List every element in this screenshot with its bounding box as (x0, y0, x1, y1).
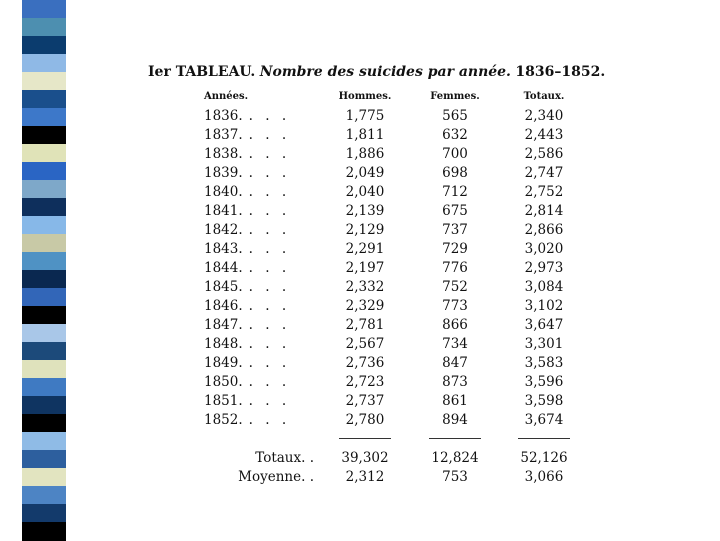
strip-block (22, 126, 66, 145)
men-cell: 2,291 (345, 240, 385, 257)
strip-block (22, 486, 66, 505)
average-men: 2,312 (345, 468, 385, 485)
men-cell: 2,723 (345, 373, 385, 390)
strip-block (22, 0, 66, 19)
strip-block (22, 108, 66, 127)
strip-block (22, 180, 66, 199)
year-value: 1844. (204, 259, 243, 276)
total-cell: 3,020 (524, 240, 564, 257)
totals-men: 39,302 (341, 449, 389, 466)
strip-block (22, 432, 66, 451)
total-cell: 3,102 (524, 297, 564, 314)
totals-women: 12,824 (431, 449, 479, 466)
total-cell: 2,973 (524, 259, 564, 276)
table-row (196, 334, 588, 353)
leader-dots: . . . (248, 316, 291, 333)
women-cell: 894 (442, 411, 468, 428)
table-title (148, 64, 608, 80)
women-cell: 873 (442, 373, 468, 390)
year-cell (196, 315, 320, 334)
year-cell (196, 334, 320, 353)
women-cell: 675 (442, 202, 468, 219)
total-cell: 3,598 (524, 392, 564, 409)
table-row (196, 106, 588, 125)
year-value: 1842. (204, 221, 243, 238)
year-cell (196, 239, 320, 258)
year-value: 1840. (204, 183, 243, 200)
total-cell: 3,674 (524, 411, 564, 428)
average-row (196, 467, 588, 486)
year-cell (196, 258, 320, 277)
men-cell: 2,329 (345, 297, 385, 314)
table-row (196, 391, 588, 410)
table-row (196, 410, 588, 429)
leader-dots: . . . (248, 297, 291, 314)
leader-dots: . . . (248, 240, 291, 257)
year-value: 1851. (204, 392, 243, 409)
strip-block (22, 396, 66, 415)
total-cell: 2,814 (524, 202, 564, 219)
year-cell (196, 163, 320, 182)
strip-block (22, 324, 66, 343)
year-cell (196, 372, 320, 391)
women-cell: 773 (442, 297, 468, 314)
total-cell: 3,301 (524, 335, 564, 352)
leader-dots: . . . (248, 411, 291, 428)
header-year: Années. (204, 90, 249, 102)
total-cell: 2,866 (524, 221, 564, 238)
totals-row (196, 448, 588, 467)
men-cell: 1,886 (345, 145, 385, 162)
totals-total: 52,126 (520, 449, 568, 466)
leader-dots: . . . (248, 373, 291, 390)
men-cell: 1,775 (345, 107, 385, 124)
women-cell: 565 (442, 107, 468, 124)
total-cell: 3,084 (524, 278, 564, 295)
strip-block (22, 468, 66, 487)
leader-dots: . . . (248, 107, 291, 124)
year-value: 1846. (204, 297, 243, 314)
strip-block (22, 198, 66, 217)
totals-label: Totaux. . (255, 449, 314, 466)
table-row (196, 353, 588, 372)
men-cell: 2,197 (345, 259, 385, 276)
men-cell: 2,139 (345, 202, 385, 219)
leader-dots: . . . (248, 183, 291, 200)
leader-dots: . . . (248, 164, 291, 181)
year-cell (196, 410, 320, 429)
table-row (196, 372, 588, 391)
year-cell (196, 201, 320, 220)
year-value: 1845. (204, 278, 243, 295)
year-value: 1836. (204, 107, 243, 124)
leader-dots: . . . (248, 202, 291, 219)
table-row (196, 163, 588, 182)
leader-dots: . . . (248, 259, 291, 276)
strip-block (22, 378, 66, 397)
strip-block (22, 72, 66, 91)
total-cell: 2,443 (524, 126, 564, 143)
women-cell: 752 (442, 278, 468, 295)
total-cell: 2,340 (524, 107, 564, 124)
year-value: 1850. (204, 373, 243, 390)
year-cell (196, 220, 320, 239)
strip-block (22, 18, 66, 37)
year-value: 1852. (204, 411, 243, 428)
men-cell: 2,736 (345, 354, 385, 371)
table-row (196, 125, 588, 144)
strip-block (22, 54, 66, 73)
year-cell (196, 296, 320, 315)
year-value: 1848. (204, 335, 243, 352)
women-cell: 847 (442, 354, 468, 371)
women-cell: 729 (442, 240, 468, 257)
average-total: 3,066 (524, 468, 564, 485)
leader-dots: . . . (248, 278, 291, 295)
table-row (196, 277, 588, 296)
strip-block (22, 234, 66, 253)
leader-dots: . . . (248, 335, 291, 352)
men-cell: 1,811 (345, 126, 385, 143)
leader-dots: . . . (248, 145, 291, 162)
header-men: Hommes. (338, 90, 392, 102)
men-cell: 2,567 (345, 335, 385, 352)
year-value: 1837. (204, 126, 243, 143)
men-cell: 2,049 (345, 164, 385, 181)
total-cell: 2,752 (524, 183, 564, 200)
table-row (196, 220, 588, 239)
strip-block (22, 414, 66, 433)
women-cell: 737 (442, 221, 468, 238)
men-cell: 2,781 (345, 316, 385, 333)
table-row (196, 201, 588, 220)
men-cell: 2,737 (345, 392, 385, 409)
women-cell: 734 (442, 335, 468, 352)
total-cell: 2,747 (524, 164, 564, 181)
table-row (196, 144, 588, 163)
table-row (196, 296, 588, 315)
total-cell: 3,583 (524, 354, 564, 371)
table-row (196, 258, 588, 277)
header-total: Totaux. (523, 90, 565, 102)
suicides-table (196, 90, 588, 486)
leader-dots: . . . (248, 354, 291, 371)
year-cell (196, 182, 320, 201)
men-cell: 2,780 (345, 411, 385, 428)
women-cell: 698 (442, 164, 468, 181)
strip-block (22, 342, 66, 361)
strip-block (22, 216, 66, 235)
strip-block (22, 162, 66, 181)
strip-block (22, 288, 66, 307)
leader-dots: . . . (248, 126, 291, 143)
year-cell (196, 125, 320, 144)
year-cell (196, 277, 320, 296)
strip-block (22, 360, 66, 379)
total-cell: 3,596 (524, 373, 564, 390)
average-women: 753 (442, 468, 468, 485)
strip-block (22, 144, 66, 163)
strip-block (22, 450, 66, 469)
year-value: 1843. (204, 240, 243, 257)
women-cell: 861 (442, 392, 468, 409)
strip-block (22, 522, 66, 541)
men-cell: 2,332 (345, 278, 385, 295)
year-cell (196, 391, 320, 410)
year-value: 1838. (204, 145, 243, 162)
women-cell: 712 (442, 183, 468, 200)
table-row (196, 315, 588, 334)
average-label: Moyenne. . (238, 468, 314, 485)
year-value: 1841. (204, 202, 243, 219)
year-value: 1839. (204, 164, 243, 181)
year-cell (196, 106, 320, 125)
women-cell: 700 (442, 145, 468, 162)
leader-dots: . . . (248, 392, 291, 409)
strip-block (22, 36, 66, 55)
year-cell (196, 353, 320, 372)
title-years: 1836–1852. (515, 64, 606, 80)
header-women: Femmes. (430, 90, 480, 102)
strip-block (22, 504, 66, 523)
women-cell: 866 (442, 316, 468, 333)
strip-block (22, 270, 66, 289)
total-cell: 2,586 (524, 145, 564, 162)
women-cell: 776 (442, 259, 468, 276)
year-cell (196, 144, 320, 163)
title-lead: Ier TABLEAU. (148, 64, 256, 80)
total-cell: 3,647 (524, 316, 564, 333)
table-row (196, 182, 588, 201)
strip-block (22, 252, 66, 271)
year-value: 1847. (204, 316, 243, 333)
women-cell: 632 (442, 126, 468, 143)
table-row (196, 239, 588, 258)
men-cell: 2,040 (345, 183, 385, 200)
leader-dots: . . . (248, 221, 291, 238)
title-main: Nombre des suicides par année. (259, 64, 511, 80)
total-rule (196, 429, 588, 448)
strip-block (22, 90, 66, 109)
decorative-side-strip (0, 0, 80, 540)
header-row (196, 90, 588, 106)
men-cell: 2,129 (345, 221, 385, 238)
strip-block (22, 306, 66, 325)
year-value: 1849. (204, 354, 243, 371)
